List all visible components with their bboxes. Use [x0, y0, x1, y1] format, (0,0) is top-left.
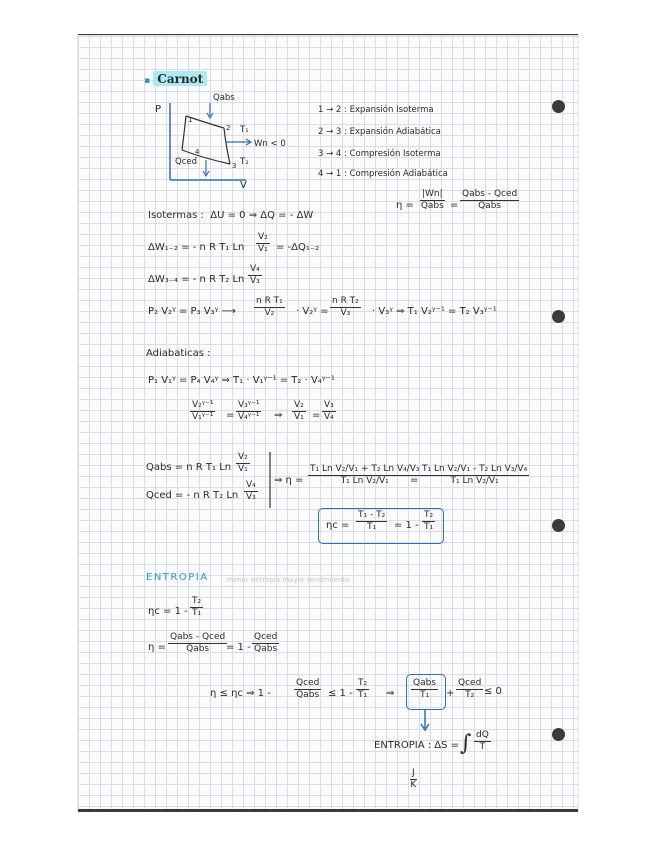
step-2-3: 2 → 3 : Expansión Adiabática [318, 127, 441, 137]
denominator: V₃ [250, 276, 260, 286]
denominator: V₁ᵞ⁻¹ [192, 412, 214, 422]
eta-equals: = [450, 200, 459, 211]
plus-sign: + [446, 688, 455, 699]
eta-lhs: η = [396, 200, 414, 211]
ratio-fraction-3 [292, 400, 306, 423]
numerator: Qced [458, 678, 482, 688]
numerator: V₂ [294, 400, 304, 410]
denominator: V₂ [264, 308, 275, 318]
entropia-eta-fraction-2 [252, 632, 279, 655]
integral-icon: ∫ [460, 731, 472, 756]
numerator: Qabs - Qced [462, 189, 518, 199]
binder-hole [552, 728, 565, 741]
denominator: T₁ [358, 690, 368, 700]
qced-label: Qced [175, 157, 197, 167]
ratio-fraction-4 [322, 400, 336, 423]
ratio-fraction-1 [190, 400, 215, 423]
ratio-fraction-2 [236, 400, 261, 423]
work-label: Wn < 0 [254, 139, 286, 149]
adiabaticas-title: Adiabaticas : [146, 348, 211, 359]
step-3-4: 3 → 4 : Compresión Isoterma [318, 149, 441, 159]
denominator: Qabs [420, 201, 444, 211]
step-1-2: 1 → 2 : Expansión Isoterma [318, 105, 434, 115]
pv-fraction-1 [254, 296, 285, 319]
brace-line [268, 452, 272, 508]
dw34-lhs: ΔW₃₋₄ = - n R T₂ Ln [148, 274, 245, 285]
numerator: T₁ Ln V₂/V₁ - T₂ Ln V₃/V₄ [422, 464, 528, 474]
bullet-icon: ▪ [144, 76, 151, 86]
adiabaticas-eq1: P₁ V₁ᵞ = P₄ V₄ᵞ ⇒ T₁ · V₁ᵞ⁻¹ = T₂ · V₄ᵞ⁻¹ [148, 375, 335, 386]
entropia-definition: ENTROPIA : ΔS = [374, 740, 460, 751]
numerator: Qabs - Qced [170, 632, 226, 642]
entropia-nc-fraction [190, 596, 203, 619]
dq-t-fraction [474, 730, 491, 753]
denominator: V₄ [324, 412, 334, 422]
eta-big-fraction-1 [308, 464, 421, 487]
denominator: Qabs [478, 201, 502, 211]
entropia-note: menor entropía mayor rendimiento [226, 576, 350, 584]
eta-big-fraction-2 [420, 464, 529, 487]
step-4-1: 4 → 1 : Compresión Adiabática [318, 169, 448, 179]
denominator: V₁ [294, 412, 304, 422]
numerator: V₂ᵞ⁻¹ [192, 400, 214, 410]
point-2-label: 2 [226, 124, 231, 132]
numerator: V₄ [250, 264, 260, 274]
ineq-mid: ≤ 1 - [328, 688, 353, 699]
numerator: T₁ Ln V₂/V₁ + T₂ Ln V₄/V₃ [310, 464, 420, 474]
pv-mid: · V₂ᵞ = [296, 306, 329, 317]
section-title-carnot: ▪ Carnot [144, 73, 207, 87]
numerator: Qced [254, 632, 278, 642]
entropia-eta-fraction [168, 632, 227, 655]
numerator: n R T₁ [256, 296, 283, 306]
le-zero: ≤ 0 [484, 686, 502, 697]
adiabat-41 [182, 116, 186, 150]
numerator: V₂ [258, 232, 268, 242]
denominator: T₁ [424, 522, 434, 532]
point-3-label: 3 [232, 162, 237, 170]
numerator: V₄ [246, 480, 256, 490]
qced-lhs: Qced = - n R T₂ Ln [146, 490, 239, 501]
numerator: V₃ [324, 400, 334, 410]
ineq-arrow: ⇒ [386, 688, 395, 699]
binder-hole [552, 310, 565, 323]
qced-fraction [244, 480, 258, 503]
nc-lhs: ηc = [326, 520, 350, 531]
numerator: Qabs [413, 678, 437, 688]
entropia-eta-mid: = 1 - [226, 642, 251, 653]
ratio-equals: = [226, 410, 235, 421]
ineq-lhs: η ≤ ηc ⇒ 1 - [210, 688, 271, 699]
ineq-fraction-2 [356, 678, 369, 701]
numerator: n R T₂ [332, 296, 359, 306]
eta-implies: ⇒ η = [274, 475, 304, 486]
denominator: T₁ [192, 608, 202, 618]
denominator: Qabs [186, 644, 210, 654]
denominator: T [479, 742, 486, 752]
eta-fraction-2 [460, 189, 519, 212]
box-fraction [411, 678, 438, 701]
denominator: V₁ [258, 244, 268, 254]
down-arrow-icon [420, 710, 430, 732]
ineq-fraction-1 [294, 678, 321, 701]
dw12-rhs: = -ΔQ₁₋₂ [276, 242, 320, 253]
denominator: T₁ [419, 690, 430, 700]
point-1-label: 1 [188, 116, 193, 124]
numerator: T₂ [424, 510, 434, 520]
eta-big-equals: = [410, 475, 419, 486]
pv-rhs: · V₃ᵞ ⇒ T₁ V₂ᵞ⁻¹ = T₂ V₃ᵞ⁻¹ [372, 306, 497, 317]
section-title-entropia: ENTROPIA [146, 572, 209, 583]
dw34-fraction [248, 264, 262, 287]
denominator: V₃ [246, 492, 256, 502]
denominator: V₃ [340, 308, 351, 318]
numerator: J [412, 768, 415, 778]
denominator: T₁ Ln V₂/V₁ [340, 476, 389, 486]
t2-label: T₂ [240, 157, 249, 167]
numerator: T₂ [358, 678, 368, 688]
denominator: K [410, 780, 417, 790]
ratio-equals-2: = [312, 410, 321, 421]
numerator: Qced [296, 678, 320, 688]
binder-hole [552, 519, 565, 532]
nc-fraction-2 [422, 510, 435, 533]
numerator: T₁ - T₂ [358, 510, 386, 520]
nc-mid: = 1 - [394, 520, 419, 531]
t1-label: T₁ [240, 125, 249, 135]
denominator: V₁ [238, 464, 248, 474]
ratio-arrow: ⇒ [274, 410, 283, 421]
denominator: Qabs [254, 644, 278, 654]
pv-fraction-2 [330, 296, 361, 319]
numerator: V₃ᵞ⁻¹ [238, 400, 260, 410]
p-axis-label: P [155, 104, 162, 115]
dw12-fraction [256, 232, 270, 255]
eta-fraction-1 [420, 189, 445, 212]
qabs-label: Qabs [213, 93, 235, 103]
v-axis-label: V [240, 180, 247, 191]
pv-lhs: P₂ V₂ᵞ = P₃ V₃ᵞ ⟶ [148, 306, 236, 317]
numerator: |Wn| [422, 189, 443, 199]
denominator: Qabs [296, 690, 320, 700]
point-4-label: 4 [195, 148, 200, 156]
qabs-fraction [236, 452, 250, 475]
denominator: T₁ Ln V₂/V₁ [450, 476, 499, 486]
last-fraction [456, 678, 483, 701]
denominator: T₂ [465, 690, 475, 700]
dw12-lhs: ΔW₁₋₂ = - n R T₁ Ln [148, 242, 245, 253]
entropia-nc-lhs: ηc = 1 - [148, 606, 188, 617]
denominator: V₄ᵞ⁻¹ [238, 412, 260, 422]
numerator: dQ [476, 730, 489, 740]
qabs-lhs: Qabs = n R T₁ Ln [146, 462, 232, 473]
entropia-eta-lhs: η = [148, 642, 166, 653]
numerator: V₂ [238, 452, 248, 462]
denominator: T₁ [367, 522, 377, 532]
units-fraction [410, 768, 417, 791]
isotermas-line: Isotermas : ΔU = 0 ⇒ ΔQ = - ΔW [148, 210, 314, 221]
page-bottom-edge [78, 809, 578, 812]
nc-fraction-1 [356, 510, 387, 533]
binder-hole [552, 100, 565, 113]
numerator: T₂ [192, 596, 202, 606]
